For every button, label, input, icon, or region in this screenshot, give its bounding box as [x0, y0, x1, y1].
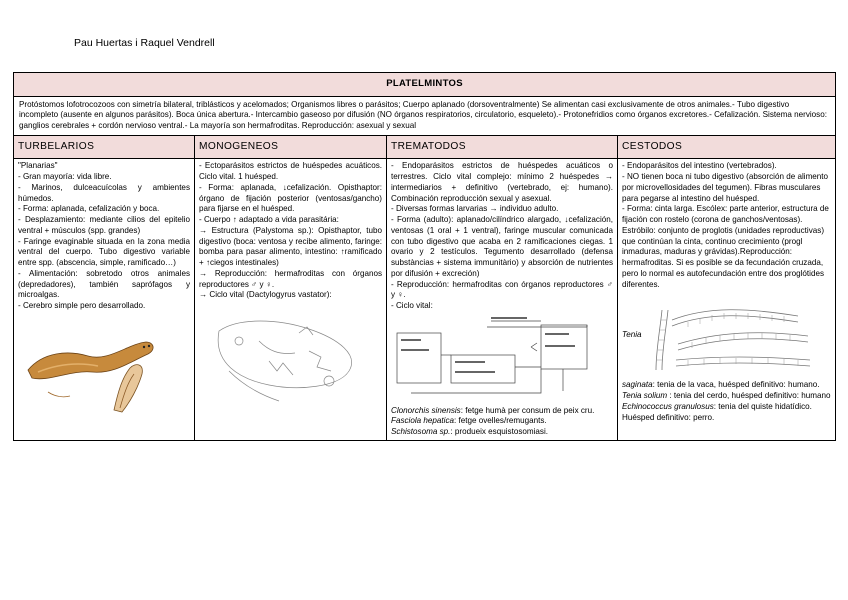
- text-line: - Alimentación: sobretodo otros animales (depredadores), también saprófagos y microalgas.: [18, 268, 190, 300]
- text-line: - Ectoparásitos estrictos de huéspedes acuáticos. Ciclo vital. 1 huésped.: [199, 161, 382, 182]
- text-line: - Gran mayoría: vida libre.: [18, 172, 112, 182]
- column-header-turbelarios: TURBELARIOS: [14, 135, 195, 159]
- column-turbelarios: [14, 159, 195, 441]
- trematode-note: [391, 427, 613, 438]
- species-name: Schistosoma sp.: [391, 427, 451, 437]
- species-name: saginata: [622, 380, 653, 390]
- text-line: → Ciclo vital (Dactylogyrus vastator):: [199, 290, 332, 300]
- cestode-note: [622, 402, 831, 424]
- species-name: Fasciola hepatica: [391, 416, 454, 426]
- platelmintos-table: [13, 72, 836, 441]
- table-title: PLATELMINTOS: [14, 73, 836, 97]
- note-text: : produeix esquistosomiasi.: [450, 427, 549, 437]
- note-text: : fetge humà per consum de peix cru.: [460, 405, 595, 415]
- text-line: → Estructura (Palystoma sp.): Opisthaptor, tubo digestivo (boca: ventosa y recibe alimento, faringe: bomba para pasar alimento, intestino: ↑ramificado + ↑ciegos intestinales): [199, 225, 382, 268]
- tenia-figure: [622, 300, 831, 372]
- note-text: : fetge ovelles/remugants.: [454, 416, 547, 426]
- cestode-note: [622, 380, 831, 391]
- text-line: - Endoparásitos estrictos de huéspedes acuáticos o terrestres. Ciclo vital complejo: mínimo 2 huéspedes → intermediarios + definitivo (vertebrado, ej: humano). Combinación reproducción sexual y asexual.: [391, 161, 613, 203]
- text-line: - Endoparásitos del intestino (vertebrados).: [622, 161, 777, 171]
- trematode-note: [391, 416, 613, 427]
- dactylogyrus-cycle-diagram: [199, 311, 382, 413]
- column-header-cestodos: CESTODOS: [618, 135, 836, 159]
- text-line: - Forma: aplanada, ↓cefalización. Opisthaptor: órgano de fijación posterior (ventosas/gancho) para fijarse en el huésped.: [199, 182, 382, 214]
- document-authors: Pau Huertas i Raquel Vendrell: [74, 37, 215, 49]
- column-monogeneos: [195, 159, 387, 441]
- text-line: - Marinos, dulceacuícolas y ambientes húmedos.: [18, 182, 190, 203]
- species-name: Echinococcus granulosus: [622, 401, 714, 411]
- trematode-note: [391, 406, 613, 417]
- tapeworm-illustration: [648, 300, 816, 372]
- trematode-cycle-diagram: [391, 315, 613, 401]
- column-header-trematodos: TREMATODOS: [387, 135, 618, 159]
- text-line: - NO tienen boca ni tubo digestivo (absorción de alimento por microvellosidades del tegumen). Fibras musculares para pegarse al intestino del huésped.: [622, 172, 829, 203]
- column-header-monogeneos: MONOGENEOS: [195, 135, 387, 159]
- text-line: - Desplazamiento: mediante cilios del epitelio ventral + músculos (spp. grandes): [18, 215, 190, 235]
- text-line: Estróbilo: conjunto de proglotis (unidades reproductivas) que continúan la cinta, continuo crecimiento (progl inmaduras, maduras y grávidas).Reproducción: hermafroditas. Si es posible se da fecundación cruzada, pero lo normal es autofecundación entre dos proglótides diferentes.: [622, 225, 825, 289]
- text-line: - Forma: aplanada, cefalización y boca.: [18, 204, 160, 214]
- text-line: - Forma (adulto): aplanado/cilíndrico alargado, ↓cefalización, ventosas (1 oral + 1 ventral), faringe muscular comunicada con tubo digestivo que acaba en 2 ramificaciones ciegas. 1 ovario y 2 testículos. Tegumento desarrollado (defensa substàncias + sistema immunitàrio) y absorción de nutrientes por difusión + excreción): [391, 215, 613, 278]
- text-line: - Ciclo vital:: [391, 301, 433, 311]
- text-line: - Cuerpo ↑ adaptado a vida parasitária:: [199, 215, 339, 225]
- tenia-label: Tenia: [622, 330, 642, 340]
- intro-paragraph: Protóstomos lofotrocozoos con simetría bilateral, triblásticos y acelomados; Organismos libres o parásitos; Cuerpo aplanado (dorsoventralmente) Se alimentan casi exclusivamente de otros animales.- Tubo digestivo incompleto (ausente en algunos parásitos). Boca única abertura.- Intercambio gaseoso por difusión (NO órganos respiratorios, circulatorio, esqueleto).- Protonefridios como órganos excretores.- Cefalización. Sistema nervioso: ganglios cerebrales + cordón nervioso ventral.- La mayoría son hermafroditas. Reproducción: asexual y sexual: [14, 96, 836, 135]
- note-text: : tenia de la vaca, huésped definitivo: humano.: [652, 380, 820, 390]
- note-text: : tenia del cerdo, huésped definitivo: humano: [667, 391, 831, 401]
- note-text: : tenia del quiste hidatídico. Huésped definitivo: perro.: [622, 401, 812, 422]
- species-name: Clonorchis sinensis: [391, 405, 461, 415]
- text-line: - Diversas formas larvarias → individuo adulto.: [391, 204, 559, 214]
- text-line: - Reproducción: hermafroditas con órganos reproductores ♂ y ♀.: [391, 279, 613, 300]
- species-name: Tenia solium: [622, 391, 668, 401]
- text-line: - Cerebro simple pero desarrollado.: [18, 301, 146, 311]
- planaria-illustration: [18, 322, 190, 418]
- text-line: - Faringe evaginable situada en la zona media ventral del cuerpo. Tubo digestivo variable entre spp. (abscencia, simple, ramificado…): [18, 236, 190, 268]
- cestode-note: [622, 391, 831, 402]
- column-cestodos: [618, 159, 836, 441]
- text-line: → Reproducción: hermafroditas con órganos reproductores ♂ y ♀.: [199, 268, 382, 289]
- text-line: "Planarias": [18, 161, 58, 171]
- column-trematodos: [387, 159, 618, 441]
- text-line: - Forma: cinta larga. Escólex: parte anterior, estructura de fijación con rostelo (corona de ganchos/ventosas).: [622, 204, 829, 225]
